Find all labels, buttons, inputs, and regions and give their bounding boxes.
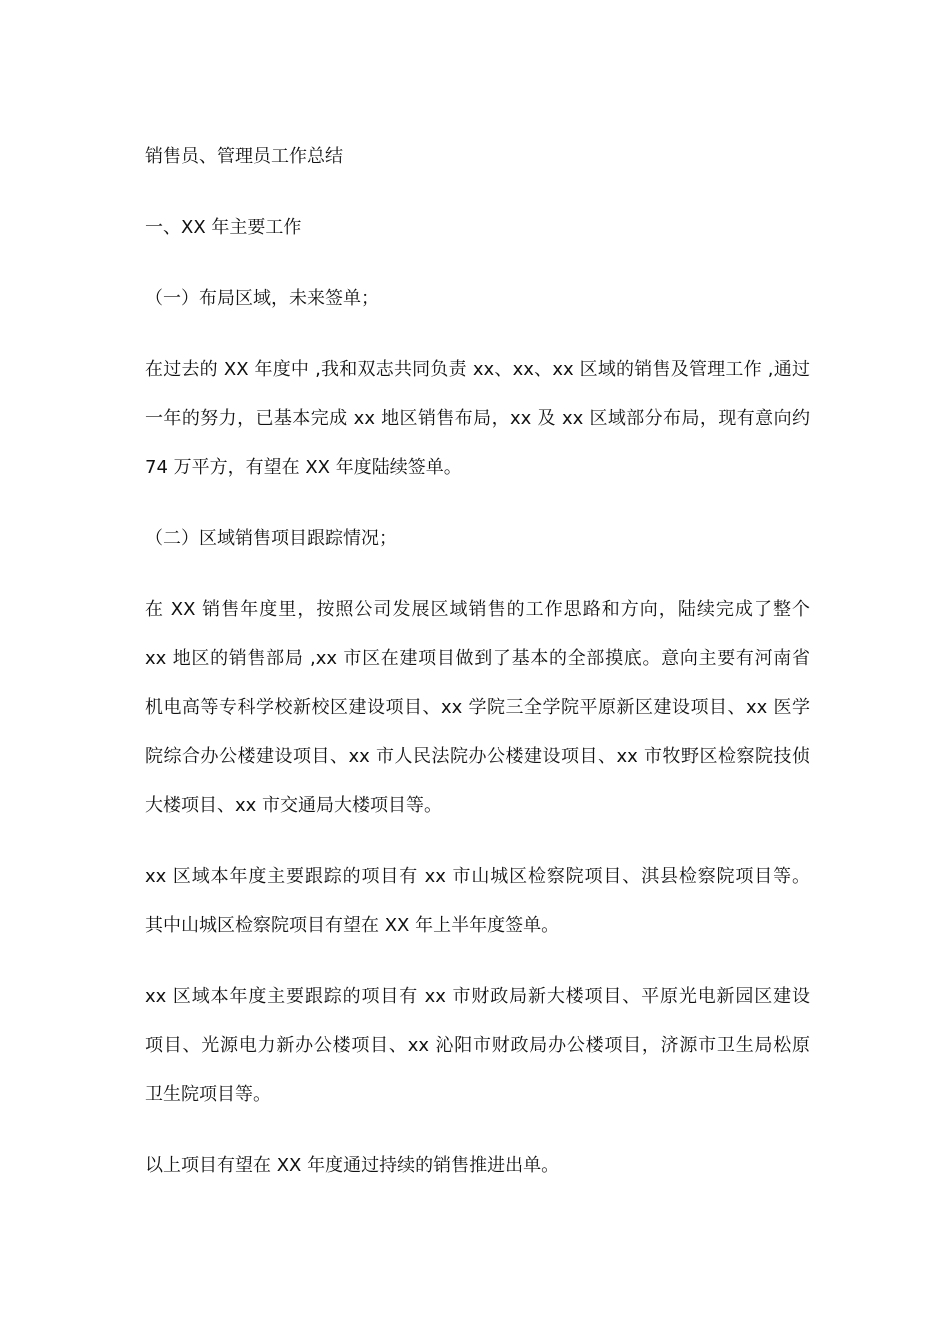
paragraph-line: 其中山城区检察院项目有望在 XX 年上半年度签单。 — [145, 915, 560, 936]
paragraph-line: 74 万平方，有望在 XX 年度陆续签单。 — [145, 457, 462, 478]
paragraph-5 — [145, 1141, 810, 1190]
title-text: 销售员、管理员工作总结 — [145, 146, 343, 167]
subsection-heading-1 — [145, 274, 810, 323]
paragraph-line: 在过去的 XX 年度中 ,我和双志共同负责 xx、xx、xx 区域的销售及管理工作 ,通过 — [145, 359, 810, 380]
paragraph-2 — [145, 585, 810, 830]
paragraph-line: 项目、光源电力新办公楼项目、xx 沁阳市财政局办公楼项目，济源市卫生局松原 — [145, 1035, 810, 1056]
paragraph-line: xx 地区的销售部局 ,xx 市区在建项目做到了基本的全部摸底。意向主要有河南省 — [145, 648, 810, 669]
paragraph-3 — [145, 852, 810, 950]
paragraph-line: 在 XX 销售年度里，按照公司发展区域销售的工作思路和方向，陆续完成了整个 — [145, 599, 810, 620]
paragraph-line: 院综合办公楼建设项目、xx 市人民法院办公楼建设项目、xx 市牧野区检察院技侦 — [145, 746, 810, 767]
document-title — [145, 132, 810, 181]
paragraph-1 — [145, 345, 810, 492]
subsection-heading-text: （一）布局区域，未来签单； — [145, 288, 379, 309]
paragraph-line: xx 区域本年度主要跟踪的项目有 xx 市山城区检察院项目、淇县检察院项目等。 — [145, 866, 810, 887]
paragraph-line: 以上项目有望在 XX 年度通过持续的销售推进出单。 — [145, 1155, 560, 1176]
section-heading-text: 一、XX 年主要工作 — [145, 217, 302, 238]
paragraph-line: 大楼项目、xx 市交通局大楼项目等。 — [145, 795, 443, 816]
paragraph-line: 一年的努力，已基本完成 xx 地区销售布局，xx 及 xx 区域部分布局，现有意向约 — [145, 408, 810, 429]
section-heading-1 — [145, 203, 810, 252]
subsection-heading-2 — [145, 514, 810, 563]
paragraph-line: xx 区域本年度主要跟踪的项目有 xx 市财政局新大楼项目、平原光电新园区建设 — [145, 986, 810, 1007]
paragraph-line: 卫生院项目等。 — [145, 1084, 271, 1105]
subsection-heading-text: （二）区域销售项目跟踪情况； — [145, 528, 397, 549]
document-body — [145, 132, 810, 1190]
paragraph-4 — [145, 972, 810, 1119]
paragraph-line: 机电高等专科学校新校区建设项目、xx 学院三全学院平原新区建设项目、xx 医学 — [145, 697, 810, 718]
